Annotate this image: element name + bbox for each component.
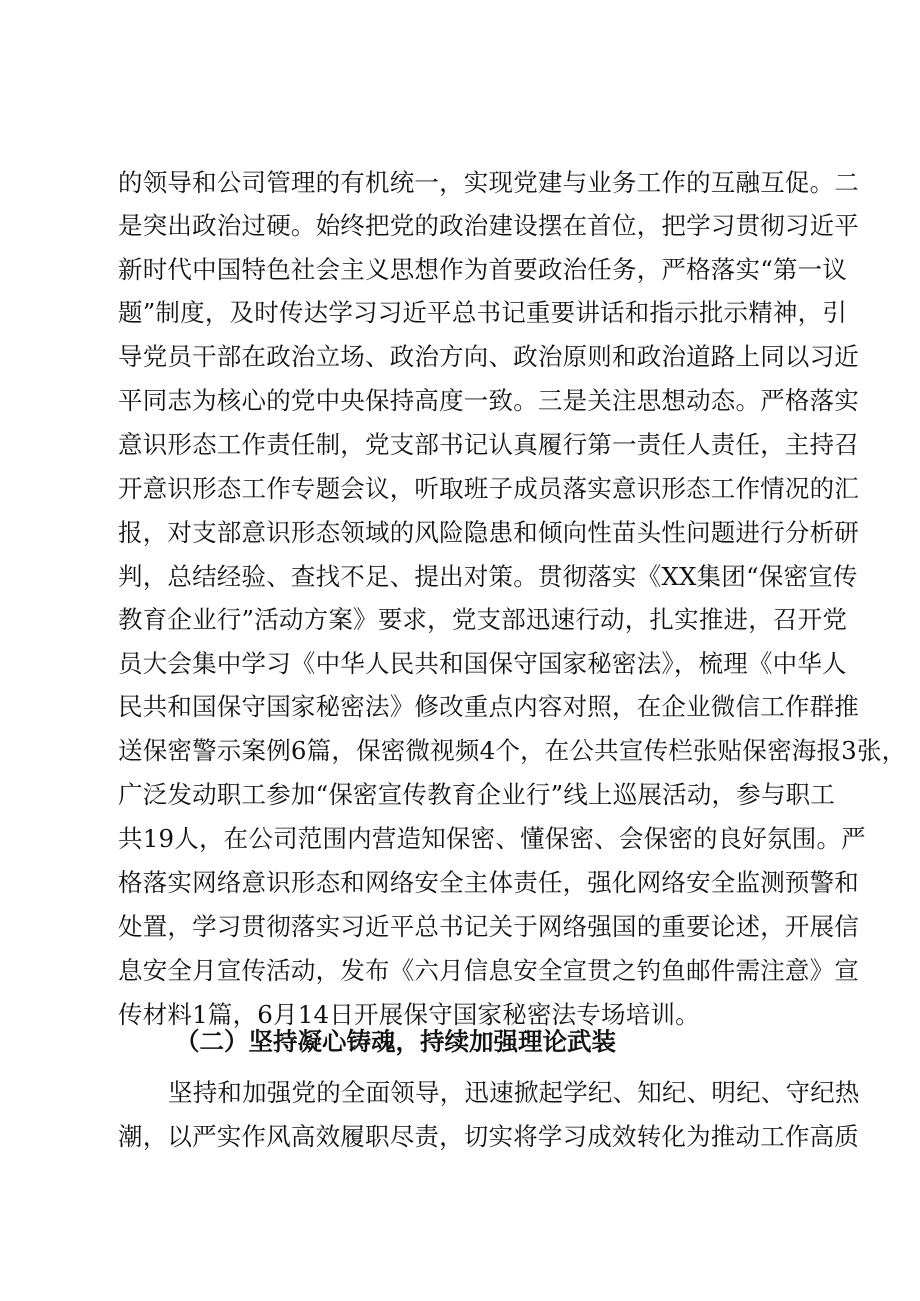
paragraph1-line: 送保密警示案例6篇，保密微视频4个，在公共宣传栏张贴保密海报3张， (118, 736, 907, 765)
paragraph1-line: 判，总结经验、查找不足、提出对策。贯彻落实《XX集团“保密宣传 (118, 562, 858, 591)
paragraph1-line: 广泛发动职工参加“保密宣传教育企业行”线上巡展活动，参与职工 (118, 780, 836, 809)
paragraph1-line: 教育企业行”活动方案》要求，党支部迅速行动，扎实推进，召开党 (118, 605, 848, 634)
paragraph1-line: 共19人，在公司范围内营造知保密、懂保密、会保密的良好氛围。严 (118, 824, 866, 853)
paragraph1-line: 报，对支部意识形态领域的风险隐患和倾向性苗头性问题进行分析研 (118, 518, 859, 547)
paragraph1-line: 民共和国保守国家秘密法》修改重点内容对照，在企业微信工作群推 (118, 692, 859, 721)
paragraph1-line: 的领导和公司管理的有机统一，实现党建与业务工作的互融互促。二 (118, 168, 859, 197)
paragraph1-line: 是突出政治过硬。始终把党的政治建设摆在首位，把学习贯彻习近平 (118, 211, 859, 240)
paragraph1-line: 处置，学习贯彻落实习近平总书记关于网络强国的重要论述，开展信 (118, 912, 859, 941)
paragraph1-line: 平同志为核心的党中央保持高度一致。三是关注思想动态。严格落实 (118, 386, 859, 415)
paragraph1-line: 息安全月宣传活动，发布《六月信息安全宣贯之钓鱼邮件需注意》宣 (118, 956, 859, 985)
paragraph1-line: 开意识形态工作专题会议，听取班子成员落实意识形态工作情况的汇 (118, 474, 859, 503)
paragraph1-line: 传材料1篇，6月14日开展保守国家秘密法专场培训。 (118, 1000, 700, 1029)
paragraph1-line: 题”制度，及时传达学习习近平总书记重要讲话和指示批示精神，引 (118, 298, 848, 327)
paragraph1-line: 意识形态工作责任制，党支部书记认真履行第一责任人责任，主持召 (118, 430, 859, 459)
paragraph1-line: 员大会集中学习《中华人民共和国保守国家秘密法》，梳理《中华人 (118, 649, 847, 678)
paragraph1-line: 新时代中国特色社会主义思想作为首要政治任务，严格落实“第一议 (118, 255, 848, 284)
paragraph1-line: 格落实网络意识形态和网络安全主体责任，强化网络安全监测预警和 (118, 868, 859, 897)
paragraph2-line: 坚持和加强党的全面领导，迅速掀起学纪、知纪、明纪、守纪热 (168, 1078, 860, 1107)
paragraph1-line: 导党员干部在政治立场、政治方向、政治原则和政治道路上同以习近 (118, 342, 859, 371)
section-heading: （二）坚持凝心铸魂，持续加强理论武装 (175, 1027, 616, 1056)
paragraph2-line: 潮，以严实作风高效履职尽责，切实将学习成效转化为推动工作高质 (118, 1122, 859, 1151)
